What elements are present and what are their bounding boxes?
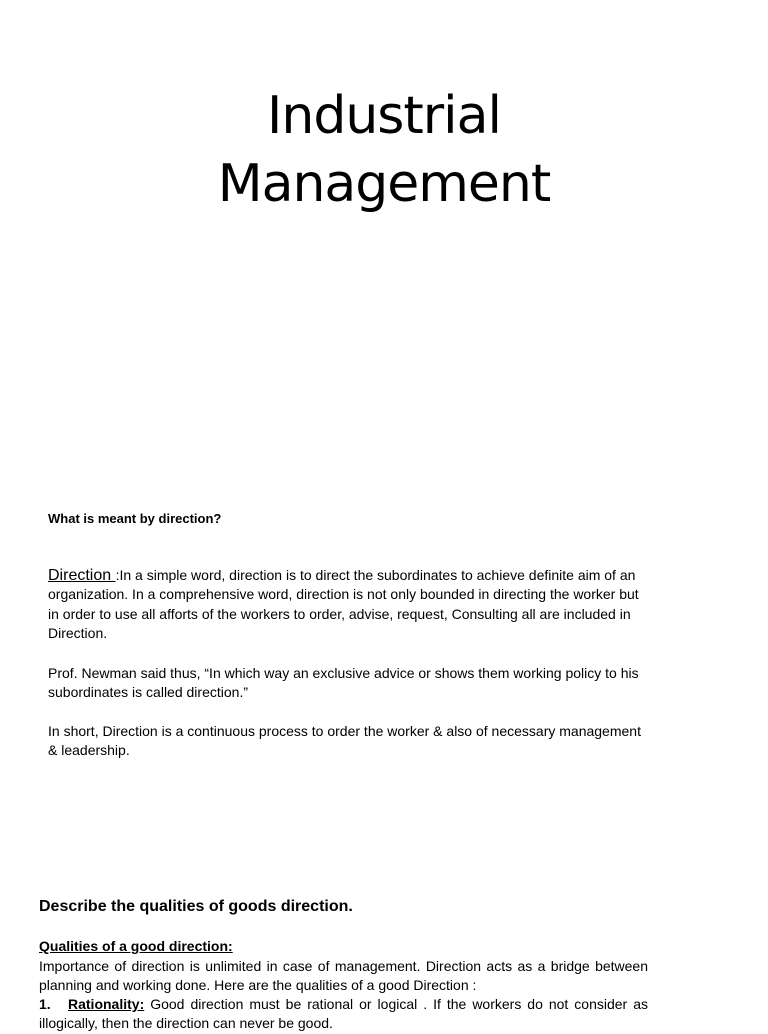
newman-quote-text: Prof. Newman said thus, “In which way an exclusive advice or shows them working policy to his subordinates is called direction.” bbox=[48, 665, 639, 701]
list-item-text: Good direction must be rational or logical . If the workers do not consider as illogically, then the direction can never be good. bbox=[39, 996, 648, 1032]
direction-term: Direction bbox=[48, 567, 116, 584]
direction-definition-text: :In a simple word, direction is to direct the subordinates to achieve definite aim of an organization. In a comprehensive word, direction is not only bounded in directing the worker but in order to use all afforts of the workers to order, advise, request, Consulting all are included in Direction. bbox=[48, 567, 639, 641]
title-line-1: Industrial bbox=[267, 86, 501, 146]
title-line-2: Management bbox=[217, 154, 551, 214]
document-title bbox=[0, 82, 768, 218]
direction-definition-paragraph bbox=[48, 566, 648, 643]
list-item bbox=[39, 995, 648, 1034]
question-qualities: Describe the qualities of goods direction. bbox=[39, 898, 353, 915]
newman-quote-paragraph bbox=[48, 664, 648, 703]
qualities-heading: Qualities of a good direction: bbox=[39, 938, 233, 954]
short-summary-paragraph bbox=[48, 722, 648, 761]
list-item-label: Rationality: bbox=[68, 996, 145, 1012]
list-item-number: 1. bbox=[39, 996, 51, 1012]
importance-text: Importance of direction is unlimited in case of management. Direction acts as a bridge between planning and working done. Here are the qualities of a good Direction : bbox=[39, 958, 648, 994]
question-direction: What is meant by direction? bbox=[48, 511, 222, 526]
short-summary-text: In short, Direction is a continuous process to order the worker & also of necessary management & leadership. bbox=[48, 723, 641, 759]
importance-paragraph bbox=[39, 957, 648, 996]
